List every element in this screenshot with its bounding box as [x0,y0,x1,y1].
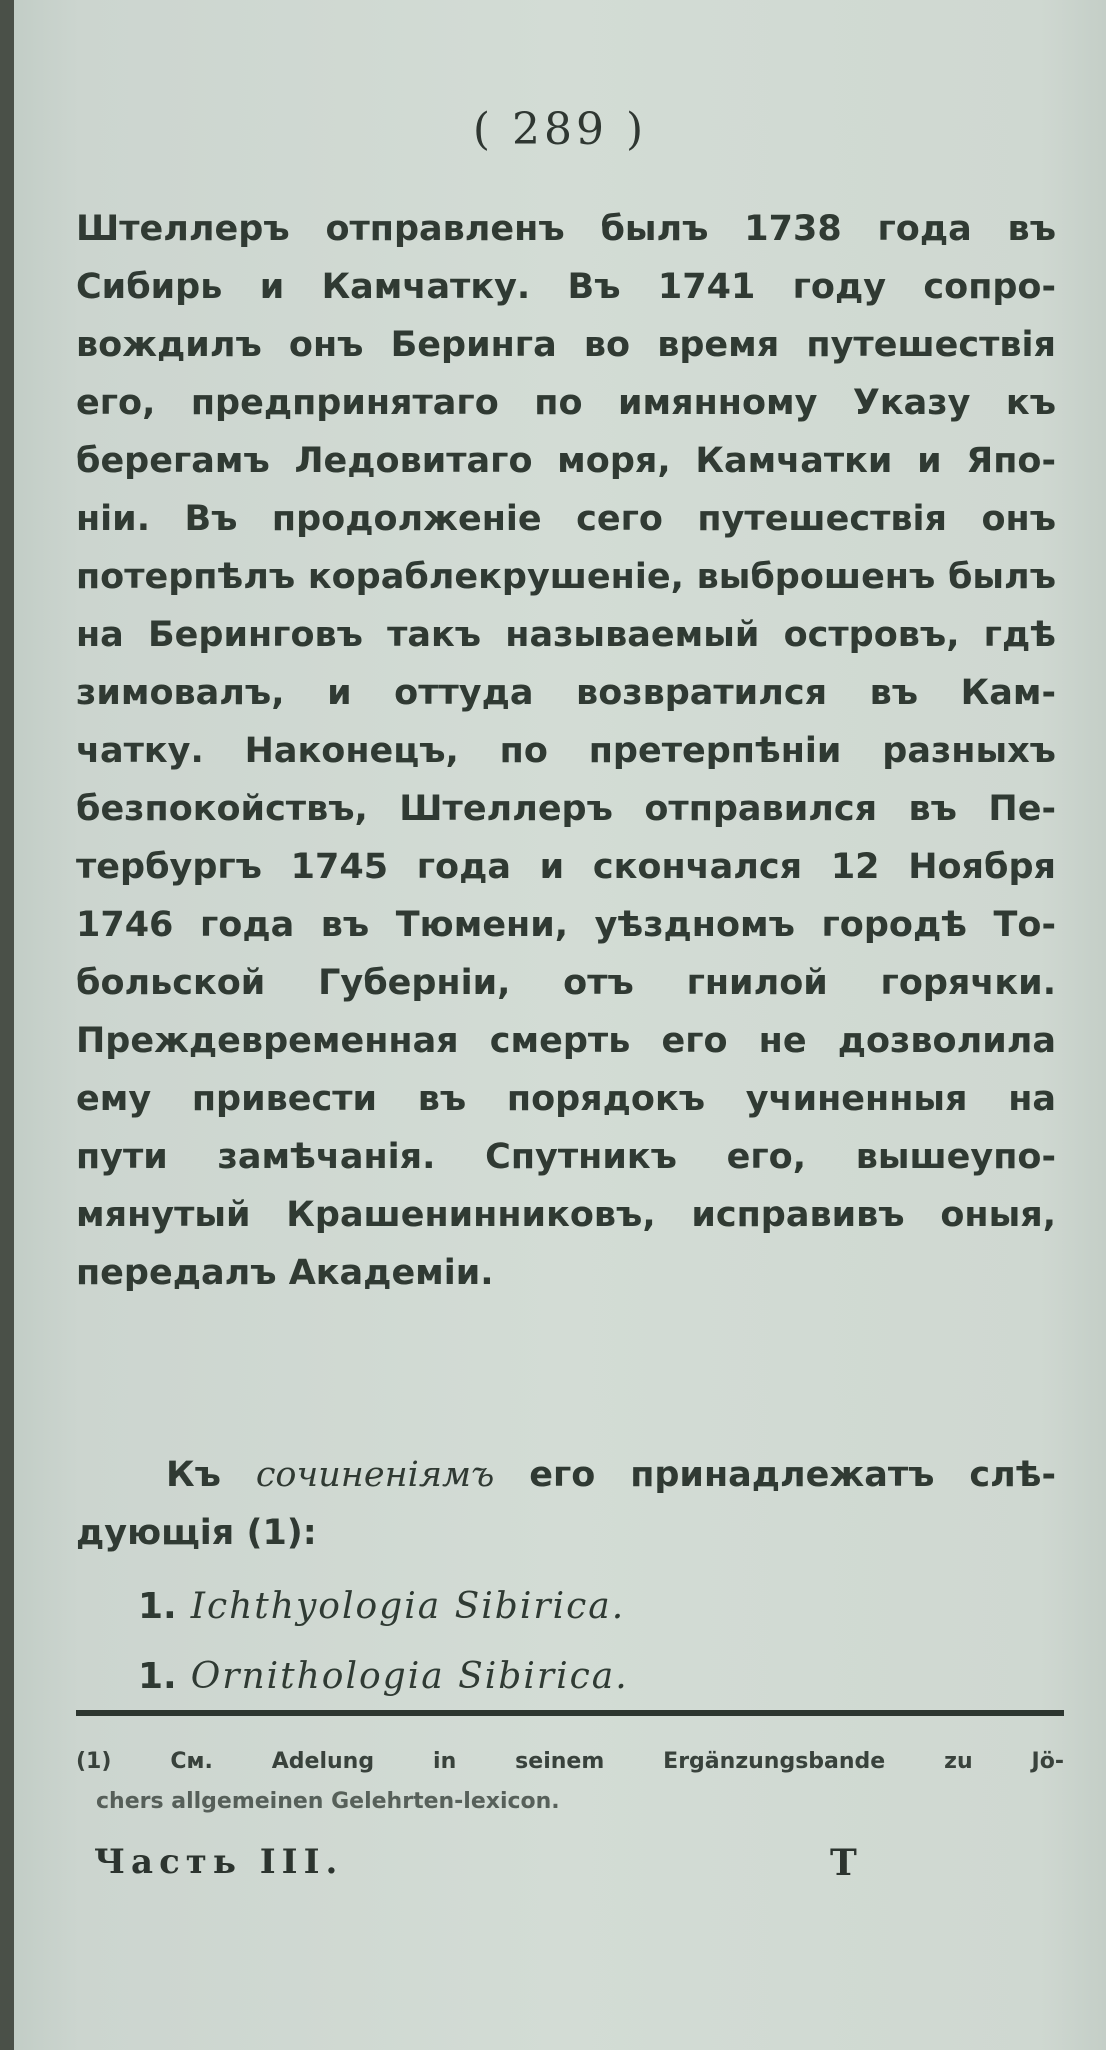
text-line: передалъ Академіи. [76,1253,494,1293]
book-page [14,0,1106,2050]
text-line: потерпѣлъ кораблекрушеніе, выброшенъ былъ [76,557,1056,597]
text-line: тербургъ 1745 года и скончался 12 Ноября [76,847,1056,887]
italic-term: сочиненіямъ [255,1455,495,1495]
footnote [76,1742,1064,1822]
text-line: больской Губерніи, отъ гнилой горячки. [76,963,1056,1003]
text-line: ніи. Въ продолженіе сего путешествія онъ [76,499,1056,539]
list-number: 1. [138,1586,177,1627]
page-number: ( 289 ) [472,104,648,155]
work-title: Ichthyologia Sibirica. [190,1586,626,1627]
text-line [76,1446,1056,1504]
work-title: Ornithologia Sibirica. [190,1656,629,1697]
list-item [138,1572,629,1642]
footnote-line: chers allgemeinen Gelehrten-lexicon. [96,1789,560,1814]
list-item [138,1642,629,1712]
signature-letter: Т [830,1842,857,1884]
text-line: чатку. Наконецъ, по претерпѣніи разныхъ [76,731,1056,771]
text-line: его, предпринятаго по имянному Указу къ [76,383,1056,423]
text-line: зимовалъ, и оттуда возвратился въ Кам- [76,673,1056,713]
text-line: мянутый Крашенинниковъ, исправивъ оныя, [76,1195,1056,1235]
text-line: 1746 года въ Тюмени, уѣздномъ городѣ То- [76,905,1056,945]
text-line: пути замѣчанія. Спутникъ его, вышеупо- [76,1137,1056,1177]
list-number: 1. [138,1656,177,1697]
footnote-divider [76,1710,1064,1716]
text-line: берегамъ Ледовитаго моря, Камчатки и Япо- [76,441,1056,481]
text-line: на Беринговъ такъ называемый островъ, гдѣ [76,615,1056,655]
text-run: его принадлежатъ слѣ- [494,1455,1056,1495]
works-intro-paragraph [76,1446,1056,1562]
works-list [138,1572,629,1712]
text-line: Штеллеръ отправленъ былъ 1738 года въ [76,209,1056,249]
signature-mark: Часть III. [94,1842,344,1882]
main-paragraph [76,200,1056,1302]
text-line: безпокойствъ, Штеллеръ отправился въ Пе- [76,789,1056,829]
footnote-line: (1) См. Adelung in seinem Ergänzungsbande zu Jö- [76,1749,1064,1774]
text-line: ему привести въ порядокъ учиненныя на [76,1079,1056,1119]
text-line: Сибирь и Камчатку. Въ 1741 году сопро- [76,267,1056,307]
text-run: Къ [166,1455,256,1495]
text-line: дующія (1): [76,1513,317,1553]
text-line: вождилъ онъ Беринга во время путешествія [76,325,1056,365]
text-line: Преждевременная смерть его не дозволила [76,1021,1056,1061]
